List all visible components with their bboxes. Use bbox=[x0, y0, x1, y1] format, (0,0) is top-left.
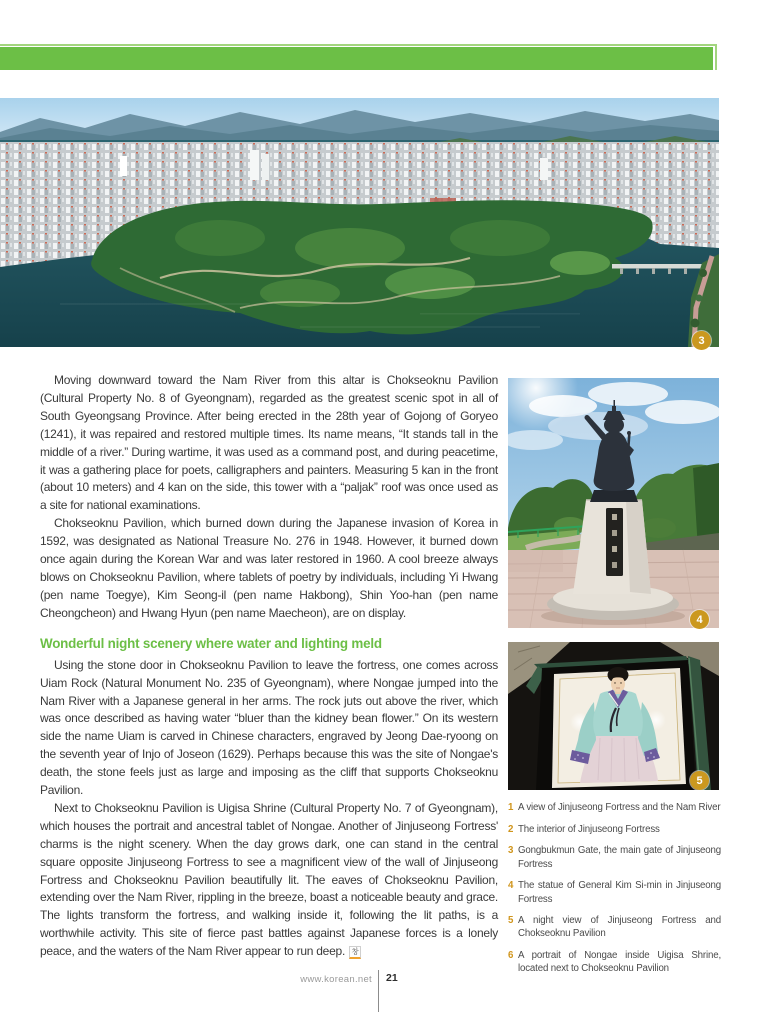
statue-photo-kim-si-min bbox=[508, 378, 719, 628]
caption-item-2 bbox=[508, 823, 721, 836]
caption-item-3 bbox=[508, 844, 721, 870]
portrait-photo-illustration bbox=[508, 642, 719, 790]
caption-text: A view of Jinjuseong Fortress and the Nam River bbox=[518, 802, 721, 813]
photo-badge-5: 5 bbox=[690, 771, 709, 790]
photo-badge-4: 4 bbox=[690, 610, 709, 629]
caption-text: The statue of General Kim Si-min in Jinjuseong Fortress bbox=[518, 880, 721, 905]
caption-text: Gongbukmun Gate, the main gate of Jinjuseong Fortress bbox=[518, 845, 721, 870]
caption-number: 1 bbox=[508, 802, 514, 813]
header-accent-bar bbox=[0, 47, 713, 70]
section-heading: Wonderful night scenery where water and lighting meld bbox=[40, 635, 382, 651]
caption-number: 6 bbox=[508, 950, 514, 962]
photo-badge-3: 3 bbox=[692, 331, 711, 350]
article-body bbox=[40, 372, 498, 961]
paragraph-2: Chokseoknu Pavilion, which burned down during the Japanese invasion of Korea in 1592, was designated as National Treasure No. 276 in 1948. However, it burned down once again during the Korean War and was later restored in 1960. A cool breeze always blows on Chokseoknu Pavilion, where tablets of poetry by individuals, including Yi Hwang (pen name Toegye), Kim Seong-il (pen name Hakbong), Shin Yoo-han (pen name Cheongcheon) and Hwang Hyun (pen name Maecheon), are on display. bbox=[40, 516, 498, 620]
paragraph-1: Moving downward toward the Nam River from this altar is Chokseoknu Pavilion (Cultural Property No. 8 of Gyeongnam), regarded as the greatest scenic spot in all of South Gyeongsang Province. After being erected in the 28th year of Gojong of Goryeo (1241), it was repaired and restored multiple times. Its name means, “It stands tall in the middle of a river.” During wartime, it was used as a command post, and during peacetime, it was a gathering place for poets, calligraphers and painters. Measuring 5 kan in the front (about 10 meters) and 4 kan on the side, this tower with a “paljak” roof was once used as a site for national examinations. bbox=[40, 373, 498, 513]
paragraph-4 bbox=[40, 800, 498, 961]
caption-text: The interior of Jinjuseong Fortress bbox=[518, 823, 660, 835]
caption-text: A portrait of Nongae inside Uigisa Shrine, located next to Chokseoknu Pavilion bbox=[518, 950, 721, 975]
caption-item-4 bbox=[508, 879, 721, 905]
footer-divider bbox=[378, 970, 379, 1012]
caption-number: 3 bbox=[508, 845, 514, 857]
caption-item-5 bbox=[508, 914, 721, 940]
photo-caption-list bbox=[508, 801, 721, 984]
caption-number: 5 bbox=[508, 915, 514, 927]
caption-text: A night view of Jinjuseong Fortress and Chokseoknu Pavilion bbox=[518, 915, 721, 940]
hero-photo-illustration bbox=[0, 98, 719, 347]
hero-photo-jinjuseong-aerial bbox=[0, 98, 719, 347]
caption-number: 4 bbox=[508, 880, 514, 892]
footer-url: www.korean.net bbox=[300, 974, 372, 985]
caption-item-1 bbox=[508, 801, 721, 814]
caption-number: 2 bbox=[508, 823, 514, 835]
statue-photo-illustration bbox=[508, 378, 719, 628]
paragraph-3: Using the stone door in Chokseoknu Pavilion to leave the fortress, one comes across Uiam Rock (Natural Monument No. 235 of Gyeongnam), where Nongae jumped into the Nam River with a Japanese general in her arms. The rock juts out above the river, which was once described as having water “bluer than the kidney bean flower.” On its western side the name Uiam is carved in Chinese characters, engraved by Jeong Dae-ryoong on the seventh year of Injo of Joseon (1629). Perhaps because this was the site of Nongae's death, the stone feels just as large and imposing as the cliff that supports Chokseoknu Pavilion. bbox=[40, 657, 498, 798]
caption-item-6 bbox=[508, 949, 721, 975]
publisher-end-mark-icon: 창 bbox=[349, 946, 361, 959]
footer-page-number: 21 bbox=[386, 972, 398, 984]
paragraph-4-text: Next to Chokseoknu Pavilion is Uigisa Shrine (Cultural Property No. 7 of Gyeongnam), which houses the portrait and ancestral tablet of Nongae. Another of Jinjuseong Fortress' charms is the night scenery. When the day grows dark, one can stand in the central square opposite Jinjuseong Fortress to see a magnificent view of the wall of Jinjuseong Fortress and Chokseoknu Pavilion beautifully lit. The eaves of Chokseoknu Pavilion, extending over the Nam River, rippling in the breeze, boast a noticeable beauty and grace. The lights transform the fortress, and walking inside it, following the lit paths, is a worthwhile activity. This site of fierce past battles against Japanese forces is a lonely peace, and the waters of the Nam River appear to run deep. bbox=[40, 800, 498, 959]
portrait-photo-nongae bbox=[508, 642, 719, 790]
